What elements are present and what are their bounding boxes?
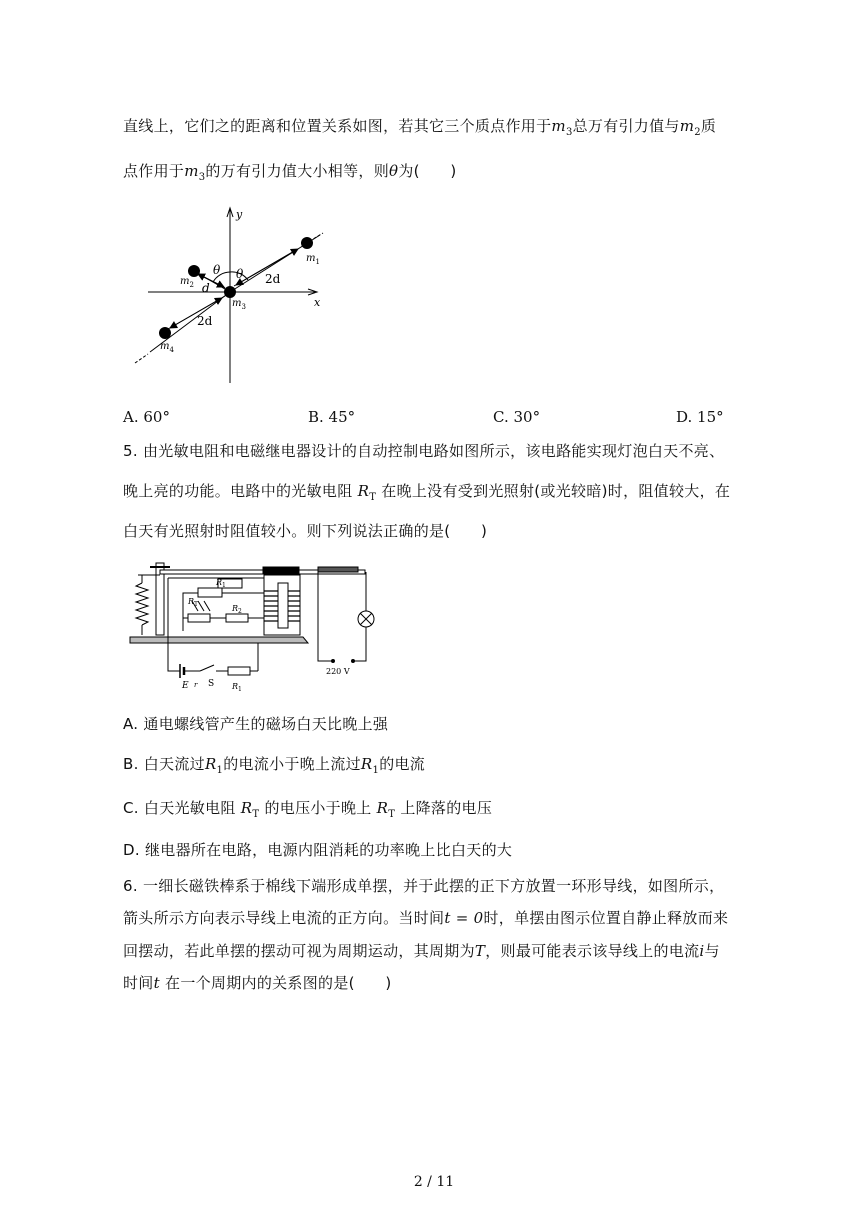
t-equals-zero: t = 0 — [444, 909, 484, 927]
var-theta: θ — [389, 162, 399, 180]
q4-line1-part-c: 质 — [700, 117, 717, 135]
q5-optC-part-b: 的电压小于晚上 — [264, 799, 372, 817]
var-T: T — [474, 942, 486, 960]
q4-option-d[interactable]: D. 15° — [676, 408, 724, 426]
var-m: m — [679, 117, 695, 135]
q5-text-line-1: 5. 由光敏电阻和电磁继电器设计的自动控制电路如图所示，该电路能实现灯泡白天不亮、 — [123, 442, 725, 460]
var-R: R — [204, 755, 217, 773]
var-R: R — [357, 482, 370, 500]
q6-line3-part-a: 回摆动，若此单摆的摆动可视为周期运动，其周期为 — [123, 942, 475, 960]
q4-option-c[interactable]: C. 30° — [493, 408, 541, 426]
var-R: R — [376, 799, 389, 817]
q5-optC-part-a: C. 白天光敏电阻 — [123, 799, 236, 817]
q4-text-line-2 — [123, 161, 457, 188]
page-number: 2 / 11 — [413, 1174, 455, 1190]
theta-right-label: θ — [236, 267, 244, 281]
q4-option-a[interactable]: A. 60° — [123, 408, 170, 426]
var-R: R — [360, 755, 373, 773]
q5-option-d[interactable]: D. 继电器所在电路，电源内阻消耗的功率晚上比白天的大 — [123, 841, 513, 859]
subscript-T: T — [369, 492, 377, 503]
mass-m1 — [301, 237, 313, 249]
q6-text-line-3 — [123, 941, 720, 961]
mass-m4 — [159, 327, 171, 339]
q4-line1-part-b: 总万有引力值与 — [572, 117, 680, 135]
distance-2d-upper-label: 2d — [265, 272, 281, 286]
subscript-3: 3 — [198, 172, 206, 183]
q4-text-line-1 — [123, 116, 716, 143]
q4-line2-part-b: 的万有引力值大小相等，则 — [205, 162, 390, 180]
var-m: m — [184, 162, 199, 180]
q6-text-line-4 — [123, 973, 392, 993]
q5-optC-part-c: 上降落的电压 — [400, 799, 493, 817]
q5-text-line-2 — [123, 481, 730, 508]
subscript-3: 3 — [565, 127, 573, 138]
m2-label: $m_2$ — [180, 276, 194, 289]
r-label: r — [194, 681, 198, 689]
RT-label: $R_T$ — [188, 597, 199, 608]
R1-top-label: $R_1$ — [216, 578, 226, 589]
q4-mass-diagram — [130, 200, 350, 390]
var-i: i — [699, 942, 705, 960]
q5-optB-part-c: 的电流 — [379, 755, 426, 773]
R2-label: $R_2$ — [232, 604, 242, 615]
x-axis-label: x — [314, 296, 321, 309]
q5-line2-part-a: 晚上亮的功能。电路中的光敏电阻 — [123, 482, 353, 500]
q6-text-line-2 — [123, 908, 728, 928]
y-axis-label: y — [236, 208, 243, 221]
m4-label: $m_4$ — [160, 341, 174, 354]
S-label: S — [208, 679, 215, 689]
subscript-T: T — [252, 809, 260, 820]
R1-bottom-label: $R_1$ — [232, 682, 242, 691]
E-label: E — [182, 681, 189, 691]
q4-line2-part-a: 点作用于 — [123, 162, 185, 180]
q6-line2-part-a: 箭头所示方向表示导线上电流的正方向。当时间 — [123, 909, 445, 927]
q4-line1-part-a: 直线上，它们之的距离和位置关系如图，若其它三个质点作用于 — [123, 117, 552, 135]
q6-line3-part-c: 与 — [704, 942, 720, 960]
q5-line2-part-b: 在晚上没有受到光照射(或光较暗)时，阻值较大，在 — [381, 482, 731, 500]
voltage-label: 220 V — [326, 667, 350, 676]
q6-text-line-1: 6. 一细长磁铁棒系于棉线下端形成单摆，并于此摆的正下方放置一环形导线，如图所示， — [123, 877, 725, 895]
q5-option-a[interactable]: A. 通电螺线管产生的磁场白天比晚上强 — [123, 715, 389, 733]
q6-line2-part-b: 时，单摆由图示位置自静止释放而来 — [483, 909, 729, 927]
mass-m3 — [224, 286, 236, 298]
q6-line3-part-b: ，则最可能表示该导线上的电流 — [485, 942, 700, 960]
q5-optB-part-a: B. 白天流过 — [123, 755, 205, 773]
distance-2d-lower-label: 2d — [197, 314, 213, 328]
var-R: R — [240, 799, 253, 817]
theta-left-label: θ — [213, 263, 221, 277]
var-t: t — [153, 974, 160, 992]
distance-d-label: d — [202, 281, 210, 295]
q5-text-line-3: 白天有光照射时阻值较小。则下列说法正确的是( ) — [123, 522, 488, 540]
m1-label: $m_1$ — [306, 253, 320, 266]
subscript-2: 2 — [694, 127, 701, 138]
q5-relay-circuit-diagram — [128, 561, 378, 691]
q4-line2-part-c: 为( ) — [398, 162, 457, 180]
q5-option-b[interactable] — [123, 754, 425, 781]
q6-line4-part-b: 在一个周期内的关系图的是( ) — [165, 974, 392, 992]
mass-m2 — [188, 265, 200, 277]
q6-line4-part-a: 时间 — [123, 974, 154, 992]
q5-optB-part-b: 的电流小于晚上流过 — [223, 755, 361, 773]
m3-label: $m_3$ — [232, 298, 246, 311]
subscript-1: 1 — [216, 765, 224, 776]
subscript-T: T — [388, 809, 396, 820]
q4-option-b[interactable]: B. 45° — [308, 408, 356, 426]
q5-option-c[interactable] — [123, 798, 492, 825]
subscript-1: 1 — [372, 765, 380, 776]
var-m: m — [551, 117, 566, 135]
